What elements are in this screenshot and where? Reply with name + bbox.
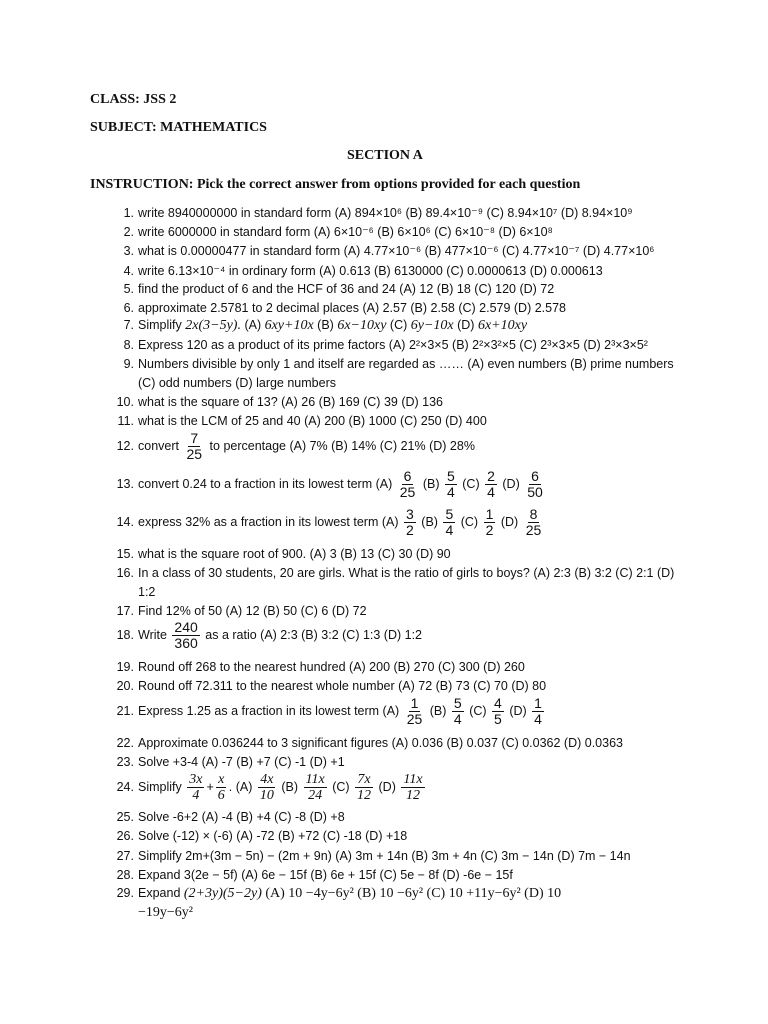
- question-text: Simplify: [138, 318, 182, 332]
- question-4: [110, 263, 670, 278]
- question-number: 23.: [116, 755, 134, 769]
- question-9: [110, 357, 674, 371]
- class-label: CLASS: JSS 2: [90, 92, 177, 107]
- option-c: $\frac{2}{4}$: [487, 468, 495, 501]
- question-number: 11.: [117, 414, 134, 428]
- question-text: express 32% as a fraction in its lowest term (A): [138, 515, 399, 530]
- question-number: 7.: [123, 318, 134, 332]
- options-text: (A) 10 −4y−6y² (B) 10 −6y² (C) 10 +11y−6y² (D) 10: [265, 886, 562, 901]
- question-text: convert 0.24 to a fraction in its lowest term (A): [138, 477, 393, 492]
- question-19: [110, 660, 670, 674]
- option-d: $\frac{8}{25}$: [525, 506, 542, 539]
- option-c: 6y−10x: [410, 318, 454, 333]
- question-text: Find 12% of 50 (A) 12 (B) 50 (C) 6 (D) 72: [138, 604, 367, 618]
- option-c: $\frac{4}{5}$: [494, 695, 502, 728]
- question-number: 4.: [123, 264, 134, 278]
- question-text: Approximate 0.036244 to 3 significant figures (A) 0.036 (B) 0.037 (C) 0.0362 (D) 0.0363: [138, 736, 623, 750]
- question-text: Write: [138, 628, 167, 643]
- question-13: 13. convert 0.24 to a fraction in its lowest term (A) $\frac{6}{25}$ (B) $\frac{5}{4}$ (C) $\frac{2}{4}$ (D) $\frac{6}{50}$: [110, 469, 670, 501]
- option-a: $\frac{3}{2}$: [406, 506, 414, 539]
- question-11: [110, 414, 670, 428]
- option-a: $\frac{1}{25}$: [406, 695, 423, 728]
- question-number: 5.: [123, 282, 134, 296]
- question-number: 10.: [116, 395, 134, 409]
- question-number: 16.: [116, 566, 134, 580]
- option-b: 6x−10xy: [337, 318, 387, 333]
- option-b: $\frac{11x}{24}$: [305, 772, 325, 804]
- option-label: (A): [244, 318, 262, 332]
- question-23: [110, 755, 670, 769]
- question-18: [110, 620, 670, 652]
- question-text: Round off 268 to the nearest hundred (A) 200 (B) 270 (C) 300 (D) 260: [138, 660, 525, 674]
- question-text: Expand 3(2e − 5f) (A) 6e − 15f (B) 6e + 15f (C) 5e − 8f (D) -6e − 15f: [138, 868, 513, 882]
- question-text: approximate 2.5781 to 2 decimal places (A) 2.57 (B) 2.58 (C) 2.579 (D) 2.578: [138, 301, 566, 315]
- question-number: 20.: [116, 679, 134, 693]
- section-title: SECTION A: [347, 148, 423, 163]
- option-label: (C): [389, 318, 408, 332]
- fraction: $\frac{7}{25}$: [186, 430, 203, 463]
- question-text: Expand: [138, 886, 181, 900]
- fraction: $\frac{240}{360}$: [174, 619, 198, 652]
- question-17: [110, 604, 670, 618]
- option-label: (D): [457, 318, 475, 332]
- question-number: 27.: [116, 849, 134, 863]
- question-number: 29.: [116, 886, 134, 900]
- question-number: 18.: [116, 628, 134, 643]
- question-10: [110, 395, 670, 409]
- option-b: $\frac{5}{4}$: [445, 506, 454, 539]
- question-number: 15.: [116, 547, 134, 561]
- math-expression: 2x(3−5y).: [185, 318, 241, 333]
- question-number: 19.: [116, 660, 134, 674]
- question-text: to percentage (A) 7% (B) 14% (C) 21% (D) 28%: [209, 439, 475, 454]
- question-text: Simplify: [138, 780, 182, 795]
- option-a: 6xy+10x: [264, 318, 314, 333]
- question-16-continuation: 1:2: [138, 585, 156, 599]
- instruction-text: INSTRUCTION: Pick the correct answer from options provided for each question: [90, 177, 581, 192]
- question-29-continuation: −19y−6y²: [138, 905, 193, 920]
- option-b: $\frac{5}{4}$: [446, 468, 455, 501]
- question-24: 24. Simplify $\frac{3x}{4}$ + $\frac{x}{6}$ . (A) $\frac{4x}{10}$ (B) $\frac{11x}{24}$ (C) $\frac{7x}{12}$ (D) $\frac{11x}{12}$: [110, 772, 670, 804]
- question-26: [110, 829, 670, 843]
- question-20: [110, 679, 670, 693]
- question-number: 9.: [123, 357, 134, 371]
- question-2: [110, 224, 670, 239]
- question-1: [110, 205, 670, 220]
- question-text: write 6.13×10⁻⁴ in ordinary form (A) 0.613 (B) 6130000 (C) 0.0000613 (D) 0.000613: [138, 264, 603, 278]
- option-c: $\frac{7x}{12}$: [357, 772, 372, 804]
- option-a: $\frac{4x}{10}$: [259, 772, 274, 804]
- fraction: $\frac{3x}{4}$: [189, 772, 203, 804]
- option-label: (B): [317, 318, 334, 332]
- question-text: Simplify 2m+(3m − 5n) − (2m + 9n) (A) 3m + 14n (B) 3m + 4n (C) 3m − 14n (D) 7m − 14n: [138, 849, 631, 863]
- question-number: 24.: [116, 780, 134, 795]
- question-text: what is 0.00000477 in standard form (A) 4.77×10⁻⁶ (B) 477×10⁻⁶ (C) 4.77×10⁻⁷ (D) 4.77×10⁶: [138, 244, 655, 258]
- question-3: [110, 243, 670, 258]
- question-6: [110, 301, 670, 315]
- question-text: write 8940000000 in standard form (A) 894×10⁶ (B) 89.4×10⁻⁹ (C) 8.94×10⁷ (D) 8.94×10⁹: [138, 206, 633, 220]
- question-22: [110, 736, 670, 750]
- question-number: 3.: [123, 244, 134, 258]
- question-text: Numbers divisible by only 1 and itself are regarded as …… (A) even numbers (B) prime numbers: [138, 357, 674, 371]
- question-number: 17.: [116, 604, 134, 618]
- question-number: 8.: [123, 338, 134, 352]
- option-c: $\frac{1}{2}$: [485, 506, 494, 539]
- question-21: 21. Express 1.25 as a fraction in its lowest term (A) $\frac{1}{25}$ (B) $\frac{5}{4}$ (C) $\frac{4}{5}$ (D) $\frac{1}{4}$: [110, 696, 670, 728]
- question-number: 21.: [116, 704, 134, 719]
- question-25: [110, 810, 670, 824]
- question-text: Express 120 as a product of its prime factors (A) 2²×3×5 (B) 2²×3²×5 (C) 2³×3×5 (D) 2³×3×5²: [138, 338, 648, 352]
- option-d: $\frac{6}{50}$: [527, 468, 543, 501]
- question-15: [110, 547, 670, 561]
- option-d: $\frac{11x}{12}$: [403, 772, 423, 804]
- option-d: 6x+10xy: [477, 318, 528, 333]
- question-number: 2.: [123, 225, 134, 239]
- question-number: 6.: [123, 301, 134, 315]
- question-text: write 6000000 in standard form (A) 6×10⁻⁶ (B) 6×10⁶ (C) 6×10⁻⁸ (D) 6×10⁸: [138, 225, 553, 239]
- question-text: In a class of 30 students, 20 are girls. What is the ratio of girls to boys? (A) 2:3 (B) 3:2 (C) 2:1 (D): [138, 566, 675, 580]
- question-number: 26.: [116, 829, 134, 843]
- question-8: [110, 338, 670, 352]
- question-text: convert: [138, 439, 179, 454]
- question-28: [110, 868, 670, 882]
- question-7: [110, 318, 670, 334]
- question-text: as a ratio (A) 2:3 (B) 3:2 (C) 1:3 (D) 1:2: [205, 628, 423, 643]
- question-14: 14. express 32% as a fraction in its lowest term (A) $\frac{3}{2}$ (B) $\frac{5}{4}$ (C) $\frac{1}{2}$ (D) $\frac{8}{25}$: [110, 507, 670, 539]
- question-number: 13.: [116, 477, 134, 492]
- question-27: [110, 849, 670, 863]
- question-text: what is the square root of 900. (A) 3 (B) 13 (C) 30 (D) 90: [138, 547, 451, 561]
- math-expression: (2+3y)(5−2y): [183, 886, 262, 901]
- question-number: 22.: [116, 736, 134, 750]
- question-text: what is the square of 13? (A) 26 (B) 169 (C) 39 (D) 136: [138, 395, 444, 409]
- question-text: find the product of 6 and the HCF of 36 and 24 (A) 12 (B) 18 (C) 120 (D) 72: [138, 282, 555, 296]
- question-29: [110, 886, 670, 902]
- question-text: Solve (-12) × (-6) (A) -72 (B) +72 (C) -18 (D) +18: [138, 829, 408, 843]
- question-number: 1.: [123, 206, 134, 220]
- question-number: 28.: [116, 868, 134, 882]
- option-b: $\frac{5}{4}$: [453, 695, 462, 728]
- question-5: [110, 282, 670, 296]
- question-text: Solve +3-4 (A) -7 (B) +7 (C) -1 (D) +1: [138, 755, 345, 769]
- question-16: [110, 566, 675, 580]
- fraction: $\frac{x}{6}$: [217, 772, 225, 804]
- question-number: 14.: [116, 515, 134, 530]
- question-text: Round off 72.311 to the nearest whole number (A) 72 (B) 73 (C) 70 (D) 80: [138, 679, 547, 693]
- question-number: 12.: [116, 439, 134, 454]
- question-number: 25.: [116, 810, 134, 824]
- subject-label: SUBJECT: MATHEMATICS: [90, 120, 267, 135]
- option-a: $\frac{6}{25}$: [399, 468, 416, 501]
- question-9-continuation: (C) odd numbers (D) large numbers: [138, 376, 336, 390]
- question-12: [110, 431, 670, 463]
- question-text: Express 1.25 as a fraction in its lowest term (A): [138, 704, 400, 719]
- question-text: Solve -6+2 (A) -4 (B) +4 (C) -8 (D) +8: [138, 810, 345, 824]
- option-d: $\frac{1}{4}$: [534, 695, 542, 728]
- question-text: what is the LCM of 25 and 40 (A) 200 (B) 1000 (C) 250 (D) 400: [138, 414, 487, 428]
